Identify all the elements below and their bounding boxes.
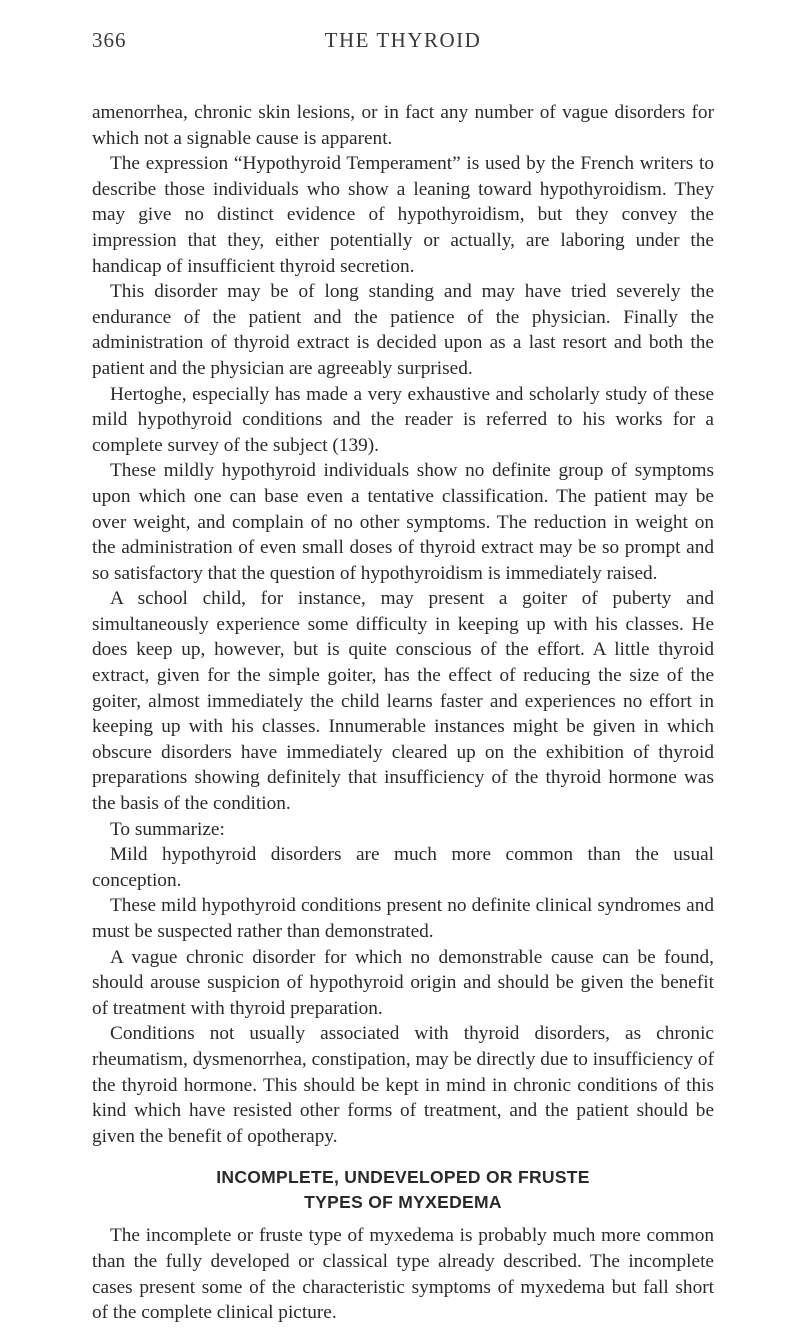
body-text: [92, 100, 714, 1326]
summary-point: A vague chronic disorder for which no demonstrable cause can be found, should arouse suspicion of hypothyroid origin and should be given the benefit of treatment with thyroid preparation.: [92, 946, 714, 1019]
section-paragraph: The incomplete or fruste type of myxedema is probably much more common than the fully developed or classical type already described. The incomplete cases present some of the characteristic symptoms of myxedema but fall short of the complete clinical picture.: [92, 1225, 714, 1324]
summary-point: Mild hypothyroid disorders are much more common than the usual conception.: [92, 844, 714, 891]
section-heading-line-2: TYPES OF MYXEDEMA: [304, 1192, 502, 1213]
page-number: 366: [92, 28, 127, 52]
paragraph: A school child, for instance, may present a goiter of puberty and simultaneously experience some difficulty in keeping up with his classes. He does keep up, however, but is quite conscious of the effort. A little thyroid extract, given for the simple goiter, has the effect of reducing the size of the goiter, almost immediately the child learns faster and experiences no effort in keeping up with his classes. Innumerable instances might be given in which obscure disorders have immediately cleared up on the exhibition of thyroid preparations showing definitely that insufficiency of the thyroid hormone was the basis of the condition.: [92, 588, 714, 815]
paragraph: The expression “Hypothyroid Temperament” is used by the French writers to describe those individuals who show a leaning toward hypothyroidism. They may give no distinct evidence of hypothyroidism, but they convey the impression that they, either potentially or actually, are laboring under the handicap of insufficient thyroid secretion.: [92, 153, 714, 277]
section-heading: [92, 1165, 714, 1215]
running-title: THE THYROID: [324, 28, 482, 52]
summary-lead: To summarize:: [110, 818, 225, 840]
paragraph: These mildly hypothyroid individuals show no definite group of symptoms upon which one can base even a tentative classification. The patient may be over weight, and complain of no other symptoms. The reduction in weight on the administration of even small doses of thyroid extract may be so prompt and so satisfactory that the question of hypothyroidism is immediately raised.: [92, 460, 714, 584]
summary-point: Conditions not usually associated with thyroid disorders, as chronic rheumatism, dysmenorrhea, constipation, may be directly due to insufficiency of the thyroid hormone. This should be kept in mind in chronic conditions of this kind which have resisted other forms of treatment, and the patient should be given the benefit of opotherapy.: [92, 1023, 714, 1147]
paragraph: Hertoghe, especially has made a very exhaustive and scholarly study of these mild hypothyroid conditions and the reader is referred to his works for a complete survey of the subject (139).: [92, 383, 714, 456]
paragraph: This disorder may be of long standing and may have tried severely the endurance of the patient and the patience of the physician. Finally the administration of thyroid extract is decided upon as a last resort and both the patient and the physician are agreeably surprised.: [92, 281, 714, 379]
paragraph-continuation: amenorrhea, chronic skin lesions, or in fact any number of vague disorders for which not a signable cause is apparent.: [92, 102, 714, 149]
book-page: [92, 28, 714, 1326]
running-head: [92, 28, 714, 68]
section-heading-line-1: INCOMPLETE, UNDEVELOPED OR FRUSTE: [216, 1167, 590, 1188]
summary-point: These mild hypothyroid conditions present no definite clinical syndromes and must be suspected rather than demonstrated.: [92, 895, 714, 942]
